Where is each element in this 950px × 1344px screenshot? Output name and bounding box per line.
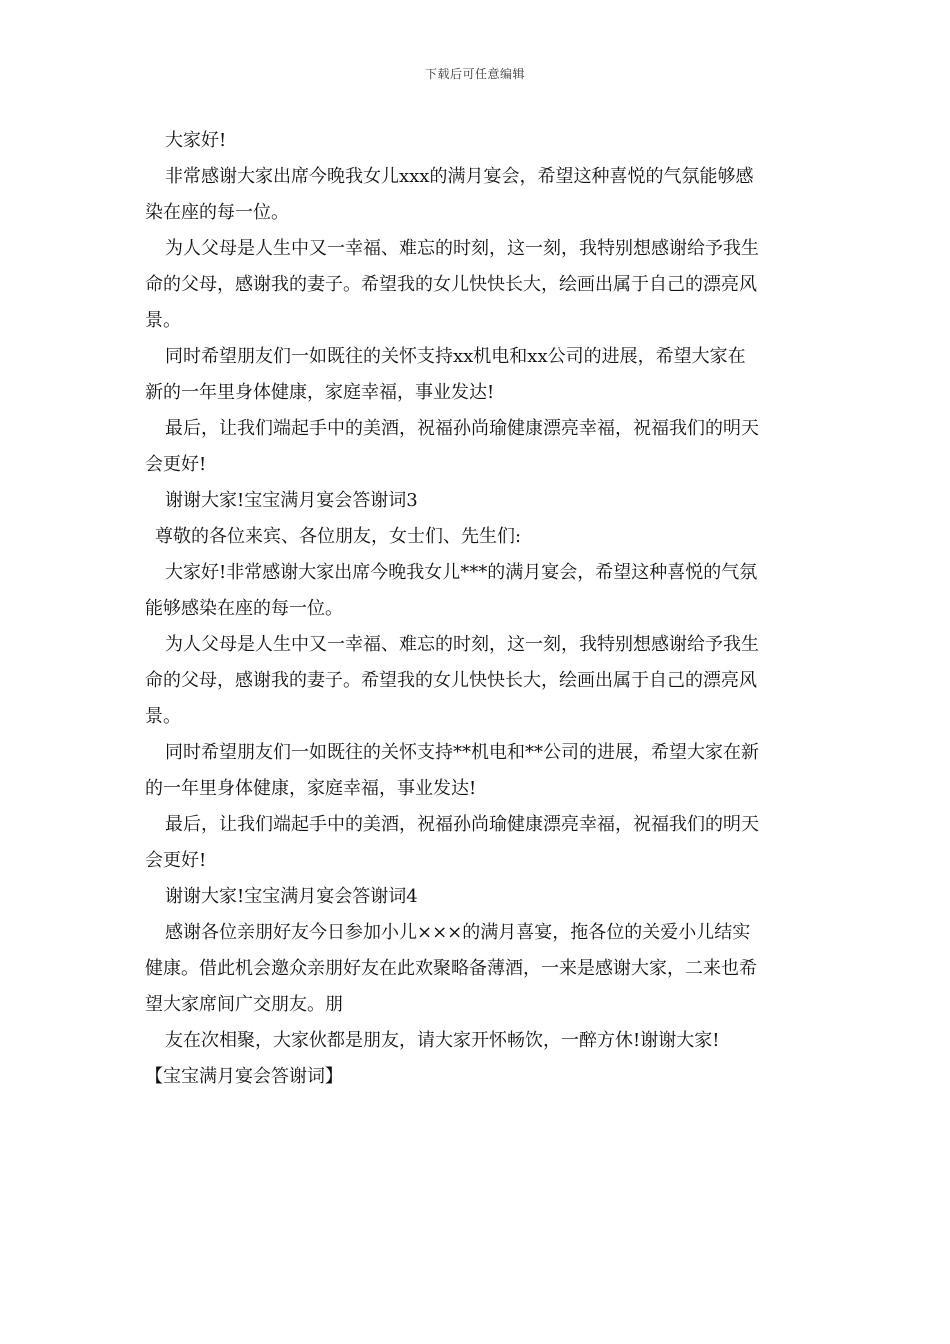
paragraph-line: 命的父母，感谢我的妻子。希望我的女儿快快长大，绘画出属于自己的漂亮风 bbox=[145, 274, 757, 295]
paragraph-line: 同时希望朋友们一如既往的关怀支持**机电和**公司的进展，希望大家在新 bbox=[165, 742, 759, 763]
paragraph-line: 染在座的每一位。 bbox=[145, 202, 289, 223]
document-title-tag: 【宝宝满月宴会答谢词】 bbox=[145, 1066, 343, 1087]
paragraph-line: 望大家席间广交朋友。朋 bbox=[145, 994, 343, 1015]
paragraph-line: 景。 bbox=[145, 310, 181, 331]
paragraph-line: 会更好! bbox=[145, 454, 207, 475]
paragraph-line: 为人父母是人生中又一幸福、难忘的时刻，这一刻，我特别想感谢给予我生 bbox=[165, 634, 759, 655]
section-heading: 谢谢大家!宝宝满月宴会答谢词3 bbox=[165, 490, 418, 511]
paragraph-line: 最后，让我们端起手中的美酒，祝福孙尚瑜健康漂亮幸福，祝福我们的明天 bbox=[165, 814, 759, 835]
paragraph-line: 非常感谢大家出席今晚我女儿xxx的满月宴会，希望这种喜悦的气氛能够感 bbox=[165, 166, 754, 187]
paragraph-line: 为人父母是人生中又一幸福、难忘的时刻，这一刻，我特别想感谢给予我生 bbox=[165, 238, 759, 259]
paragraph-line: 景。 bbox=[145, 706, 181, 727]
paragraph-line: 友在次相聚，大家伙都是朋友，请大家开怀畅饮，一醉方休!谢谢大家! bbox=[165, 1030, 720, 1051]
paragraph-line: 大家好!非常感谢大家出席今晚我女儿***的满月宴会，希望这种喜悦的气氛 bbox=[165, 562, 758, 583]
paragraph-line: 的一年里身体健康，家庭幸福，事业发达! bbox=[145, 778, 477, 799]
page-header: 下载后可任意编辑 bbox=[424, 67, 525, 81]
paragraph-line: 健康。借此机会邀众亲朋好友在此欢聚略备薄酒，一来是感谢大家，二来也希 bbox=[145, 958, 757, 979]
paragraph-line: 新的一年里身体健康，家庭幸福，事业发达! bbox=[145, 382, 495, 403]
paragraph-line: 大家好! bbox=[165, 130, 227, 151]
paragraph-line: 感谢各位亲朋好友今日参加小儿×××的满月喜宴，拖各位的关爱小儿结实 bbox=[165, 922, 751, 943]
paragraph-line: 能够感染在座的每一位。 bbox=[145, 598, 343, 619]
paragraph-line: 最后，让我们端起手中的美酒，祝福孙尚瑜健康漂亮幸福，祝福我们的明天 bbox=[165, 418, 759, 439]
document-body bbox=[145, 123, 810, 1095]
paragraph-line: 命的父母，感谢我的妻子。希望我的女儿快快长大，绘画出属于自己的漂亮风 bbox=[145, 670, 757, 691]
salutation-line: 尊敬的各位来宾、各位朋友，女士们、先生们: bbox=[155, 526, 522, 547]
paragraph-line: 会更好! bbox=[145, 850, 207, 871]
section-heading: 谢谢大家!宝宝满月宴会答谢词4 bbox=[165, 886, 418, 907]
paragraph-line: 同时希望朋友们一如既往的关怀支持xx机电和xx公司的进展，希望大家在 bbox=[165, 346, 746, 367]
